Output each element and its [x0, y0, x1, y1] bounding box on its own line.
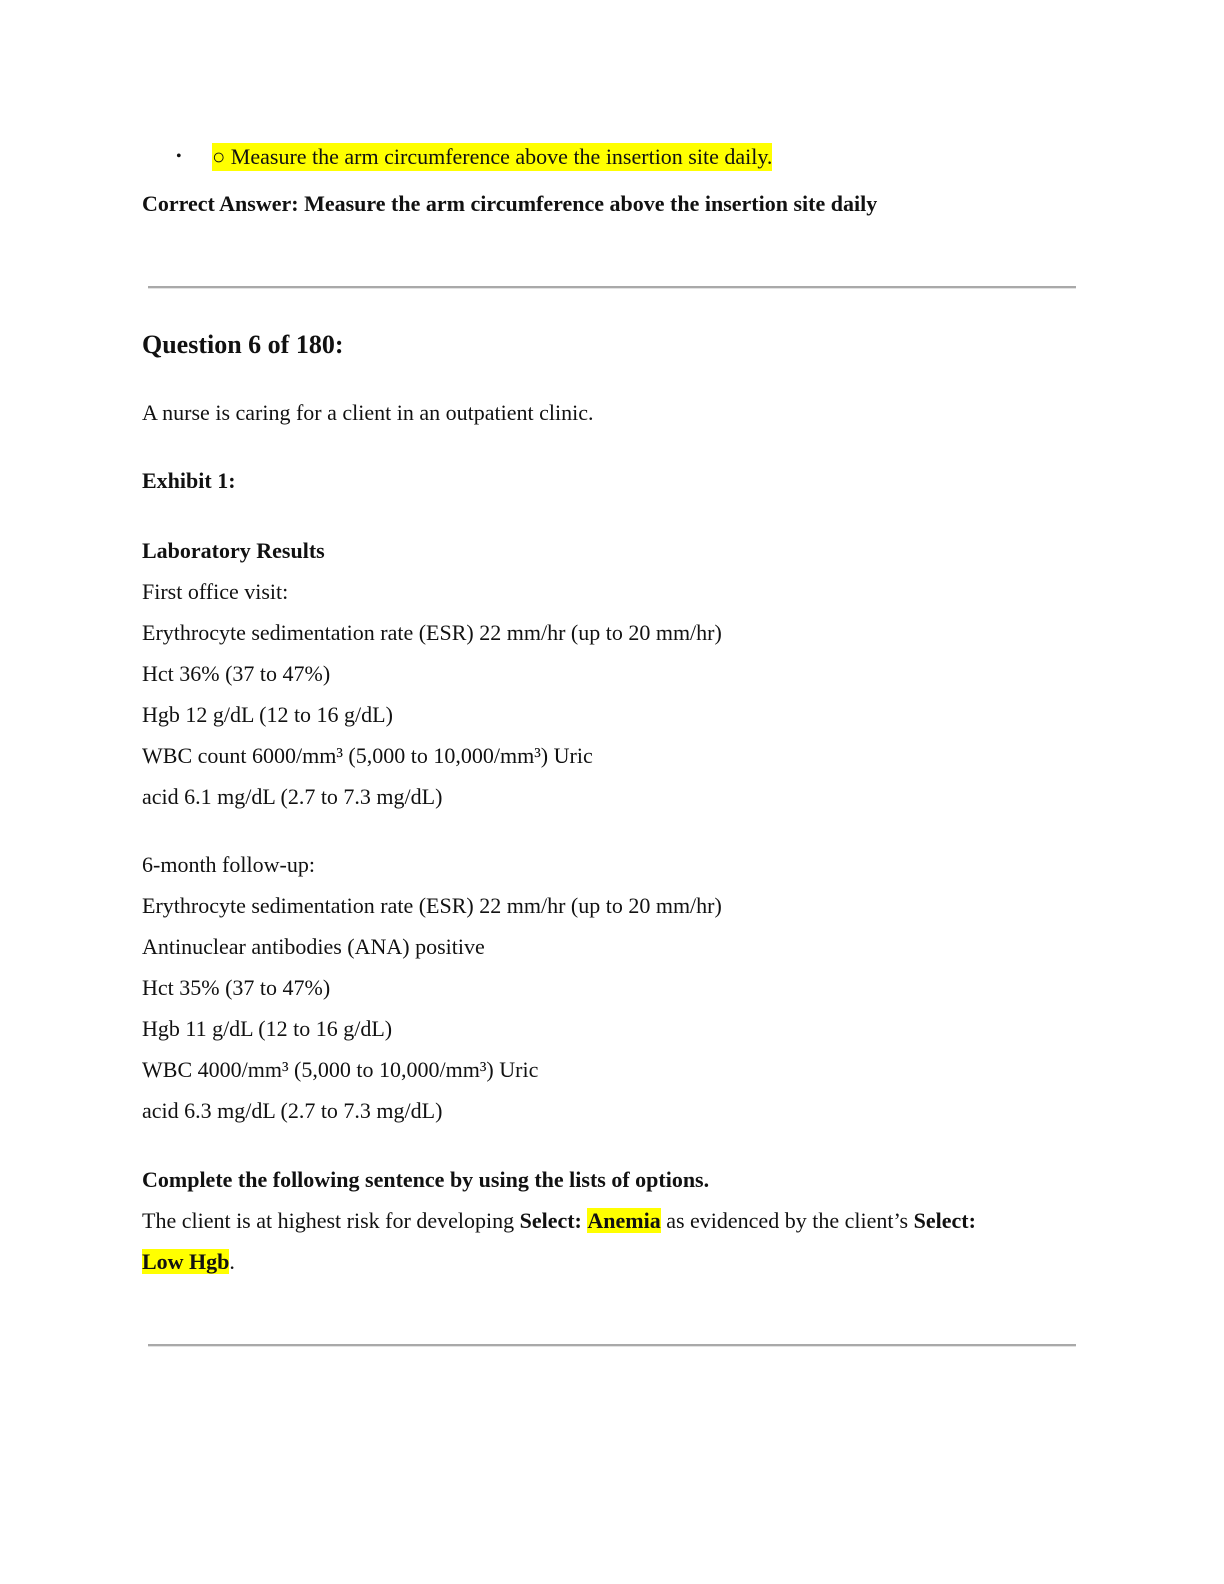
sentence-part-2: as evidenced by the client’s: [660, 1208, 914, 1233]
answer-option-text: Measure the arm circumference above the insertion site daily.: [230, 144, 773, 169]
lab-line: Hct 35% (37 to 47%): [142, 975, 331, 1000]
lab-line: acid 6.1 mg/dL (2.7 to 7.3 mg/dL): [142, 784, 443, 809]
lab-line: Erythrocyte sedimentation rate (ESR) 22 mm/hr (up to 20 mm/hr): [142, 620, 722, 645]
answer-option-highlighted: [212, 143, 772, 171]
select-2-answer: Low Hgb: [142, 1249, 230, 1274]
lab-line: WBC count 6000/mm³ (5,000 to 10,000/mm³) Uric: [142, 743, 593, 768]
sentence-part-3: .: [229, 1249, 235, 1274]
select-2-label: Select:: [913, 1208, 976, 1233]
lab-line: Hct 36% (37 to 47%): [142, 661, 331, 686]
correct-answer: [142, 190, 877, 218]
select-1-label: Select:: [519, 1208, 582, 1233]
select-1-answer: Anemia: [587, 1208, 661, 1233]
follow-up-heading: 6-month follow-up:: [142, 852, 315, 877]
lab-line: Erythrocyte sedimentation rate (ESR) 22 mm/hr (up to 20 mm/hr): [142, 893, 722, 918]
first-visit-heading: First office visit:: [142, 579, 289, 604]
lab-line: Hgb 12 g/dL (12 to 16 g/dL): [142, 702, 393, 727]
lab-line: acid 6.3 mg/dL (2.7 to 7.3 mg/dL): [142, 1098, 443, 1123]
correct-answer-text: Measure the arm circumference above the insertion site daily: [304, 191, 878, 216]
lab-line: Antinuclear antibodies (ANA) positive: [142, 934, 485, 959]
exhibit-label: Exhibit 1:: [142, 468, 236, 493]
divider: [148, 1344, 1076, 1347]
divider: [148, 286, 1076, 289]
lab-line: WBC 4000/mm³ (5,000 to 10,000/mm³) Uric: [142, 1057, 539, 1082]
bullet-point: •: [176, 148, 182, 165]
question-title: Question 6 of 180:: [142, 330, 344, 359]
lab-results-heading: Laboratory Results: [142, 538, 325, 563]
sentence-line-1: [142, 1207, 976, 1235]
correct-answer-label: Correct Answer:: [142, 191, 299, 216]
lab-line: Hgb 11 g/dL (12 to 16 g/dL): [142, 1016, 393, 1041]
radio-marker: ○: [212, 144, 226, 169]
question-stem: A nurse is caring for a client in an outpatient clinic.: [142, 400, 594, 425]
sentence-part-1: The client is at highest risk for developing: [142, 1208, 520, 1233]
sentence-line-2: [142, 1248, 235, 1276]
instruction: Complete the following sentence by using the lists of options.: [142, 1167, 710, 1192]
